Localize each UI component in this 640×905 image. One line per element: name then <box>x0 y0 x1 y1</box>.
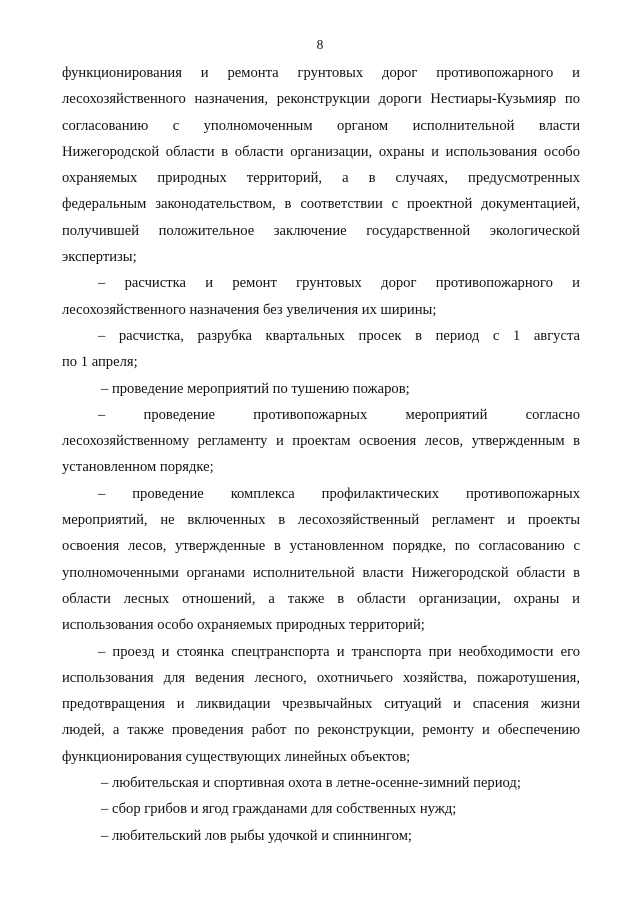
body-text <box>62 60 580 849</box>
text-line: экспертизы; <box>62 249 137 266</box>
text-line: по 1 апреля; <box>62 354 138 371</box>
text-line: лесохозяйственного назначения, реконструкции дороги Нестиары-Кузьмияр по <box>62 91 580 108</box>
text-line: получившей положительное заключение государственной экологической <box>62 222 580 239</box>
text-line: – проведение противопожарных мероприятий согласно <box>98 406 580 423</box>
text-line: людей, а также проведения работ по реконструкции, ремонту и обеспечению <box>62 722 580 739</box>
text-line: уполномоченными органами исполнительной власти Нижегородской области в <box>62 564 580 581</box>
page-number: 8 <box>316 37 324 52</box>
text-line: установленном порядке; <box>62 459 214 476</box>
text-line: охраняемых природных территорий, а в случаях, предусмотренных <box>62 170 580 187</box>
text-line: Нижегородской области в области организации, охраны и использования особо <box>62 143 580 160</box>
text-line: лесохозяйственного назначения без увеличения их ширины; <box>62 301 437 318</box>
text-line: – проезд и стоянка спецтранспорта и транспорта при необходимости его <box>98 643 580 660</box>
text-line: функционирования существующих линейных объектов; <box>62 748 411 765</box>
text-line: мероприятий, не включенных в лесохозяйственный регламент и проекты <box>62 512 580 529</box>
text-line: области лесных отношений, а также в области организации, охраны и <box>62 590 580 607</box>
text-line: – расчистка, разрубка квартальных просек в период с 1 августа <box>98 327 580 344</box>
text-line: согласованию с уполномоченным органом исполнительной власти <box>62 117 580 134</box>
text-line: федеральным законодательством, в соответствии с проектной документацией, <box>62 196 580 213</box>
text-line: – любительский лов рыбы удочкой и спиннингом; <box>101 827 412 844</box>
text-line: – любительская и спортивная охота в летне-осенне-зимний период; <box>101 775 521 792</box>
text-line: функционирования и ремонта грунтовых дорог противопожарного и <box>62 65 580 81</box>
text-line: лесохозяйственному регламенту и проектам освоения лесов, утвержденным в <box>62 433 580 450</box>
text-line: – расчистка и ремонт грунтовых дорог противопожарного и <box>98 275 580 292</box>
text-line: – сбор грибов и ягод гражданами для собственных нужд; <box>101 801 457 818</box>
text-line: – проведение мероприятий по тушению пожаров; <box>101 380 410 397</box>
text-line: освоения лесов, утвержденные в установленном порядке, по согласованию с <box>62 538 580 555</box>
text-line: предотвращения и ликвидации чрезвычайных ситуаций и спасения жизни <box>62 696 580 713</box>
text-line: – проведение комплекса профилактических противопожарных <box>98 485 580 502</box>
text-line: использования особо охраняемых природных территорий; <box>62 617 425 634</box>
text-line: использования для ведения лесного, охотничьего хозяйства, пожаротушения, <box>62 669 580 686</box>
